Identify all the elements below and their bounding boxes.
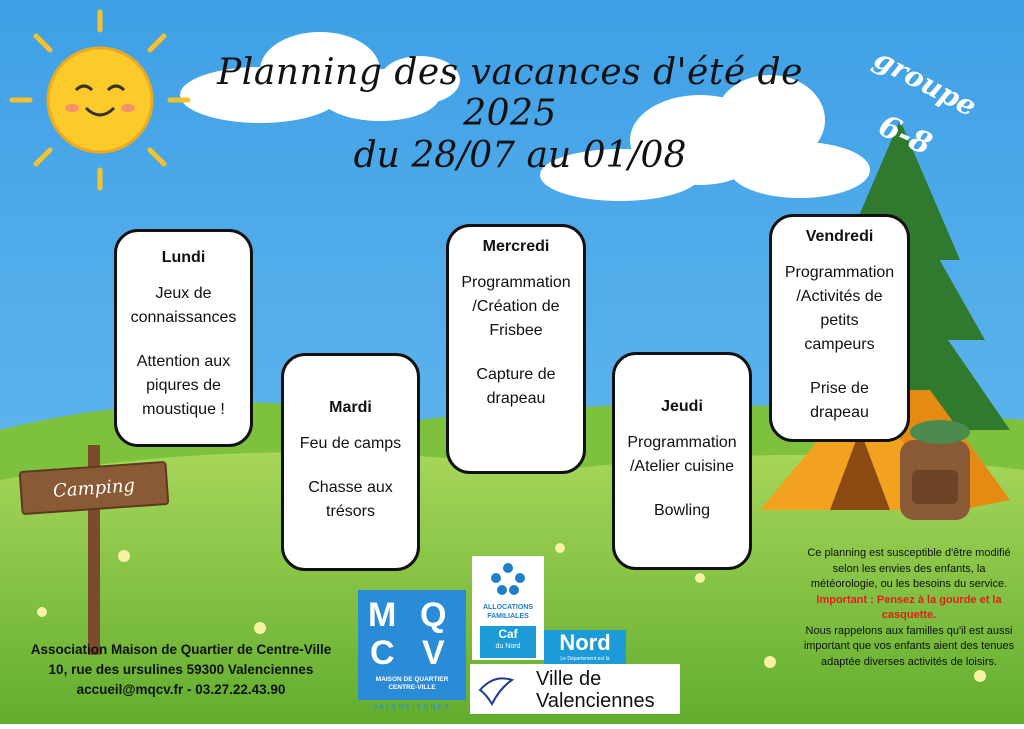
- day-card-jeudi: [612, 352, 752, 570]
- mqcv-letter-c: C: [370, 634, 395, 672]
- nord-sub: Le Département est là: [560, 656, 610, 662]
- camping-sign: Camping: [19, 461, 170, 515]
- day-title: Mercredi: [482, 238, 550, 255]
- ville-bird-icon: [476, 670, 516, 708]
- caf-line2: FAMILIALES: [487, 613, 529, 620]
- caf-family-icon: [486, 560, 530, 600]
- activity-line: Programmation: [627, 434, 737, 451]
- caf-name: Caf: [498, 627, 518, 641]
- activity-line: Prise de: [810, 380, 869, 397]
- association-name: Association Maison de Quartier de Centre-Ville: [30, 642, 332, 657]
- ville-line2: Valenciennes: [536, 690, 655, 712]
- group-label: [850, 41, 1000, 168]
- mqcv-logo: [358, 590, 466, 700]
- activity-line: Feu de camps: [299, 435, 402, 452]
- notice-text: [798, 546, 1020, 670]
- day-title: Lundi: [161, 249, 206, 266]
- group-word: groupe: [868, 41, 983, 124]
- activity-line: moustique !: [142, 401, 225, 418]
- mqcv-subtitle: MAISON DE QUARTIER: [375, 676, 449, 683]
- day-title: Jeudi: [661, 398, 703, 415]
- activity-line: piqures de: [146, 377, 221, 394]
- nord-name: Nord: [559, 630, 611, 655]
- activity-line: Bowling: [653, 502, 711, 519]
- notice-clothing: Nous rappelons aux familles qu'il est aussi important que vos enfants aient des tenues adaptée diverses activités de loisirs.: [803, 624, 1015, 668]
- caf-logo: [472, 556, 544, 660]
- activity-line: /Activités de: [796, 288, 883, 305]
- activity-line: Attention aux: [136, 353, 231, 370]
- activity-line: drapeau: [486, 390, 546, 407]
- day-card-mercredi: [446, 224, 586, 474]
- activity-line: /Atelier cuisine: [629, 458, 735, 475]
- activity-line: trésors: [326, 503, 375, 520]
- day-title: Mardi: [329, 399, 372, 416]
- activity-line: Frisbee: [489, 322, 543, 339]
- association-contact: [6, 640, 356, 700]
- caf-line1: ALLOCATIONS: [482, 604, 534, 611]
- mqcv-city: VALENCIENNES: [373, 704, 451, 711]
- day-card-vendredi: [769, 214, 910, 442]
- association-email-phone: accueil@mqcv.fr - 03.27.22.43.90: [76, 682, 286, 697]
- activity-line: petits: [820, 312, 859, 329]
- day-title: Vendredi: [805, 228, 874, 245]
- nord-logo: [544, 630, 626, 664]
- mqcv-letter-m: M: [368, 596, 397, 634]
- mqcv-letter-q: Q: [420, 596, 447, 634]
- page-title: Planning des vacances d'été de 2025: [217, 52, 803, 134]
- activity-line: Programmation: [784, 264, 895, 281]
- ville-line1: Ville de: [536, 668, 602, 690]
- ville-valenciennes-logo: [470, 664, 680, 714]
- activity-line: Jeux de: [155, 285, 212, 302]
- mqcv-subtitle-2: CENTRE-VILLE: [388, 684, 436, 691]
- activity-line: drapeau: [810, 404, 869, 421]
- association-address: 10, rue des ursulines 59300 Valenciennes: [48, 662, 314, 677]
- activity-line: Chasse aux: [308, 479, 393, 496]
- caf-sub: du Nord: [495, 643, 521, 650]
- activity-line: campeurs: [804, 336, 875, 353]
- activity-line: Programmation: [461, 274, 571, 291]
- day-card-lundi: [114, 229, 253, 447]
- activity-line: connaissances: [130, 309, 237, 326]
- caf-badge: [480, 626, 536, 658]
- notice-important: Important : Pensez à la gourde et la casquette.: [816, 593, 1002, 621]
- day-card-mardi: [281, 353, 420, 571]
- group-range: 6-8: [873, 108, 937, 163]
- notice-intro: Ce planning est susceptible d'être modifié selon les envies des enfants, la météorologie, ou les besoins du service.: [807, 547, 1011, 590]
- activity-line: /Création de: [472, 298, 560, 315]
- mqcv-letter-v: V: [422, 634, 445, 672]
- activity-line: Capture de: [476, 366, 556, 383]
- date-range: du 28/07 au 01/08: [353, 135, 687, 176]
